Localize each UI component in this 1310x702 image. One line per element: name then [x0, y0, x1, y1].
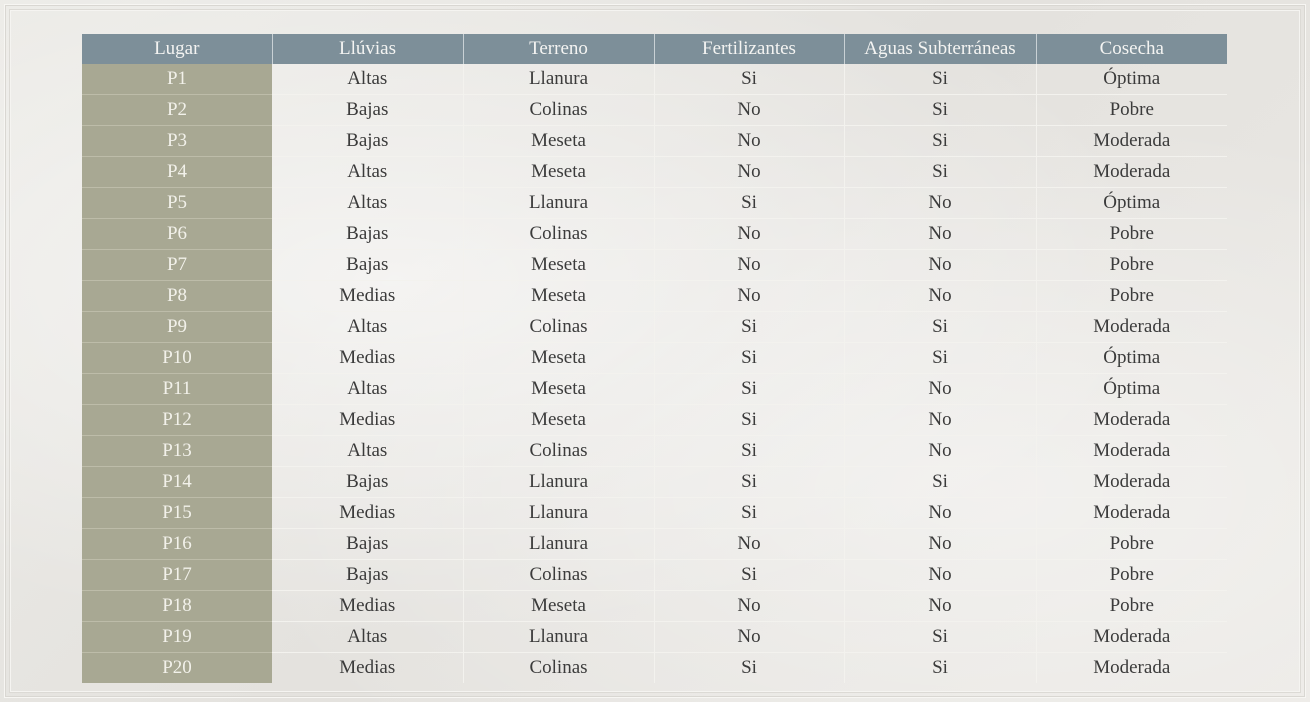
crop-table: [82, 34, 1227, 683]
table-body: [82, 64, 1227, 683]
cosecha-cell: Pobre: [1036, 591, 1227, 622]
cosecha-cell: Pobre: [1036, 95, 1227, 126]
lluvias-cell: Altas: [272, 436, 463, 467]
aguas-cell: Si: [844, 312, 1036, 343]
terreno-cell: Llanura: [463, 529, 654, 560]
lugar-cell: P19: [82, 622, 272, 653]
lluvias-cell: Bajas: [272, 219, 463, 250]
fertilizantes-cell: No: [654, 219, 844, 250]
header-cosecha: Cosecha: [1036, 34, 1227, 64]
aguas-cell: No: [844, 436, 1036, 467]
terreno-cell: Llanura: [463, 498, 654, 529]
terreno-cell: Colinas: [463, 560, 654, 591]
lluvias-cell: Medias: [272, 498, 463, 529]
lluvias-cell: Bajas: [272, 467, 463, 498]
table-row: [82, 95, 1227, 126]
aguas-cell: Si: [844, 95, 1036, 126]
cosecha-cell: Óptima: [1036, 374, 1227, 405]
lugar-cell: P1: [82, 64, 272, 95]
lluvias-cell: Altas: [272, 622, 463, 653]
cosecha-cell: Moderada: [1036, 405, 1227, 436]
cosecha-cell: Moderada: [1036, 436, 1227, 467]
lluvias-cell: Bajas: [272, 250, 463, 281]
table-row: [82, 529, 1227, 560]
terreno-cell: Meseta: [463, 591, 654, 622]
cosecha-cell: Óptima: [1103, 68, 1161, 89]
aguas-cell: No: [844, 281, 1036, 312]
cosecha-cell: Moderada: [1036, 157, 1227, 188]
cosecha-cell: Pobre: [1036, 529, 1227, 560]
aguas-cell: Si: [844, 653, 1036, 684]
fertilizantes-cell: No: [654, 591, 844, 622]
aguas-cell: No: [844, 250, 1036, 281]
cosecha-cell: Pobre: [1036, 219, 1227, 250]
fertilizantes-cell: Si: [654, 560, 844, 591]
fertilizantes-cell: Si: [654, 436, 844, 467]
fertilizantes-cell: Si: [654, 64, 844, 95]
cosecha-cell: Óptima: [1036, 188, 1227, 219]
aguas-cell: Si: [844, 343, 1036, 374]
lluvias-cell: Medias: [272, 281, 463, 312]
table-row: [82, 126, 1227, 157]
fertilizantes-cell: No: [654, 126, 844, 157]
lluvias-cell: Bajas: [272, 529, 463, 560]
aguas-cell: No: [844, 560, 1036, 591]
fertilizantes-cell: No: [654, 281, 844, 312]
terreno-cell: Llanura: [463, 188, 654, 219]
table-row: [82, 591, 1227, 622]
aguas-cell: No: [844, 591, 1036, 622]
table-row: [82, 219, 1227, 250]
lluvias-cell: Bajas: [272, 126, 463, 157]
lugar-cell: P4: [82, 157, 272, 188]
table-row: [82, 312, 1227, 343]
terreno-cell: Meseta: [463, 343, 654, 374]
header-aguas-subterraneas: Aguas Subterráneas: [844, 34, 1036, 64]
table-header-row: [82, 34, 1227, 64]
lugar-cell: P20: [82, 653, 272, 684]
aguas-cell: No: [844, 529, 1036, 560]
cosecha-cell: Moderada: [1036, 126, 1227, 157]
fertilizantes-cell: Si: [654, 467, 844, 498]
table-row: [82, 157, 1227, 188]
table-row: [82, 405, 1227, 436]
header-fertilizantes: Fertilizantes: [654, 34, 844, 64]
fertilizantes-cell: Si: [654, 374, 844, 405]
cosecha-cell: Pobre: [1036, 560, 1227, 591]
terreno-cell: Colinas: [463, 95, 654, 126]
lugar-cell: P17: [82, 560, 272, 591]
table-row: [82, 374, 1227, 405]
terreno-cell: Colinas: [463, 653, 654, 684]
aguas-cell: No: [844, 219, 1036, 250]
cosecha-cell: Moderada: [1036, 312, 1227, 343]
table-row: [82, 343, 1227, 374]
lugar-cell: P8: [82, 281, 272, 312]
lluvias-cell: Altas: [272, 64, 463, 95]
lugar-cell: P18: [82, 591, 272, 622]
fertilizantes-cell: No: [654, 529, 844, 560]
lugar-cell: P13: [82, 436, 272, 467]
aguas-cell: Si: [844, 64, 1036, 95]
fertilizantes-cell: No: [654, 95, 844, 126]
lugar-cell: P15: [82, 498, 272, 529]
lugar-cell: P12: [82, 405, 272, 436]
table-row: [82, 188, 1227, 219]
aguas-cell: Si: [844, 126, 1036, 157]
lugar-cell: P9: [82, 312, 272, 343]
fertilizantes-cell: No: [654, 622, 844, 653]
header-lluvias: Llúvias: [272, 34, 463, 64]
lluvias-cell: Medias: [272, 591, 463, 622]
lluvias-cell: Bajas: [272, 95, 463, 126]
fertilizantes-cell: Si: [654, 498, 844, 529]
lluvias-cell: Medias: [272, 653, 463, 684]
lugar-cell: P14: [82, 467, 272, 498]
lluvias-cell: Altas: [272, 374, 463, 405]
lluvias-cell: Bajas: [272, 560, 463, 591]
cosecha-cell: Moderada: [1036, 498, 1227, 529]
terreno-cell: Meseta: [463, 126, 654, 157]
aguas-cell: No: [844, 188, 1036, 219]
cosecha-cell: Moderada: [1036, 653, 1227, 684]
terreno-cell: Meseta: [463, 157, 654, 188]
terreno-cell: Meseta: [463, 405, 654, 436]
aguas-cell: No: [844, 374, 1036, 405]
fertilizantes-cell: Si: [654, 188, 844, 219]
aguas-cell: No: [844, 405, 1036, 436]
fertilizantes-cell: Si: [654, 653, 844, 684]
table-row: [82, 281, 1227, 312]
cosecha-cell: Pobre: [1036, 250, 1227, 281]
table-row: [82, 653, 1227, 684]
aguas-cell: Si: [844, 157, 1036, 188]
lugar-cell: P10: [82, 343, 272, 374]
terreno-cell: Llanura: [463, 467, 654, 498]
header-terreno: Terreno: [463, 34, 654, 64]
fertilizantes-cell: Si: [654, 312, 844, 343]
lugar-cell: P2: [82, 95, 272, 126]
fertilizantes-cell: Si: [654, 343, 844, 374]
lugar-cell: P11: [82, 374, 272, 405]
lluvias-cell: Altas: [272, 312, 463, 343]
terreno-cell: Meseta: [463, 281, 654, 312]
fertilizantes-cell: No: [654, 157, 844, 188]
header-lugar: Lugar: [82, 34, 272, 64]
table-row: [82, 560, 1227, 591]
table-row: [82, 64, 1227, 95]
table-row: [82, 436, 1227, 467]
cosecha-cell: Óptima: [1036, 343, 1227, 374]
aguas-cell: No: [844, 498, 1036, 529]
lluvias-cell: Altas: [272, 157, 463, 188]
aguas-cell: Si: [844, 467, 1036, 498]
terreno-cell: Meseta: [463, 374, 654, 405]
terreno-cell: Colinas: [463, 312, 654, 343]
terreno-cell: Llanura: [463, 64, 654, 95]
fertilizantes-cell: No: [654, 250, 844, 281]
lluvias-cell: Medias: [272, 405, 463, 436]
table-row: [82, 622, 1227, 653]
lugar-cell: P5: [82, 188, 272, 219]
lluvias-cell: Medias: [272, 343, 463, 374]
terreno-cell: Colinas: [463, 219, 654, 250]
terreno-cell: Colinas: [463, 436, 654, 467]
terreno-cell: Llanura: [463, 622, 654, 653]
cosecha-cell: Moderada: [1036, 622, 1227, 653]
aguas-cell: Si: [844, 622, 1036, 653]
terreno-cell: Meseta: [463, 250, 654, 281]
lluvias-cell: Altas: [272, 188, 463, 219]
fertilizantes-cell: Si: [654, 405, 844, 436]
lugar-cell: P3: [82, 126, 272, 157]
lugar-cell: P16: [82, 529, 272, 560]
table-row: [82, 498, 1227, 529]
table-row: [82, 467, 1227, 498]
lugar-cell: P6: [82, 219, 272, 250]
table-row: [82, 250, 1227, 281]
lugar-cell: P7: [82, 250, 272, 281]
cosecha-cell: Moderada: [1036, 467, 1227, 498]
cosecha-cell: Pobre: [1036, 281, 1227, 312]
